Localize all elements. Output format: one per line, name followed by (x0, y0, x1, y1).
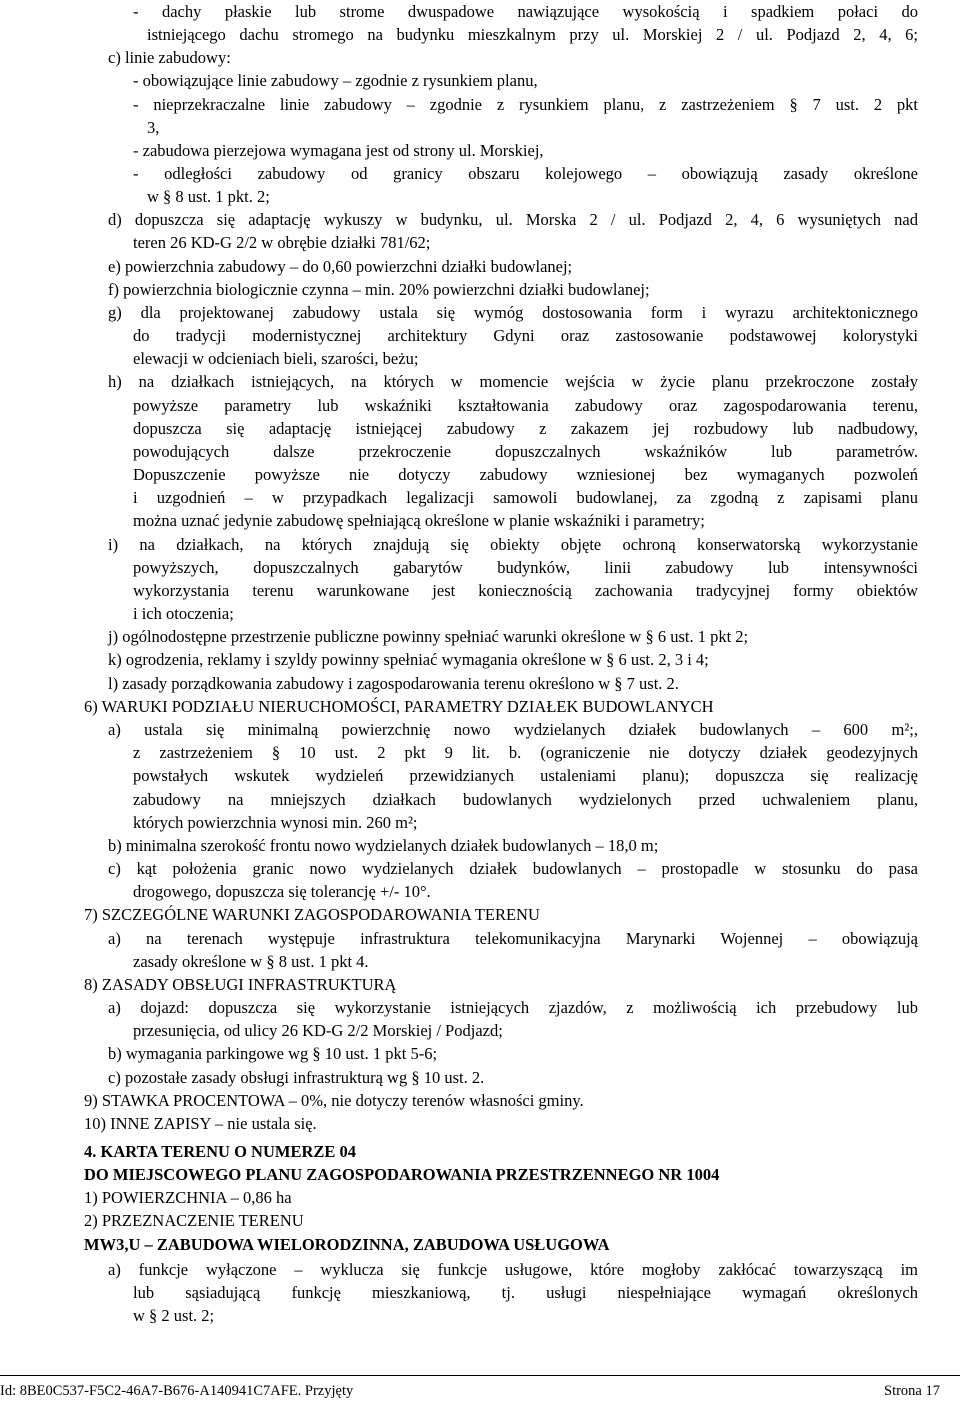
text-line: f) powierzchnia biologicznie czynna – min. 20% powierzchni działki budowlanej; (108, 280, 650, 299)
text-line: można uznać jedynie zabudowę spełniającą określone w planie wskaźniki i parametry; (133, 511, 705, 530)
text-line: e) powierzchnia zabudowy – do 0,60 powierzchni działki budowlanej; (108, 257, 573, 276)
text-line: MW3,U – ZABUDOWA WIELORODZINNA, ZABUDOWA USŁUGOWA (84, 1235, 610, 1254)
text-line: powyższe parametry lub wskaźniki kształtowania zabudowy oraz zagospodarowania terenu, (133, 396, 918, 415)
text-line: powstałych wskutek wydzieleń przewidzianych ustaleniami planu); dopuszcza się realizację (133, 766, 918, 785)
text-line: teren 26 KD-G 2/2 w obrębie działki 781/62; (133, 233, 431, 252)
text-line: z zastrzeżeniem § 10 ust. 2 pkt 9 lit. b. (ograniczenie nie dotyczy działek geodezyjnych (133, 743, 918, 762)
text-line: g) dla projektowanej zabudowy ustala się wymóg dostosowania form i wyrazu architektonicznego (108, 303, 918, 322)
text-line: powodujących dalsze przekroczenie dopuszczalnych wskaźników lub parametrów. (133, 442, 918, 461)
footer-document-id: Id: 8BE0C537-F5C2-46A7-B676-A140941C7AFE. Przyjęty (0, 1383, 354, 1399)
text-line: w § 2 ust. 2; (133, 1306, 215, 1325)
text-line: - zabudowa pierzejowa wymagana jest od strony ul. Morskiej, (133, 141, 544, 160)
text-line: Dopuszczenie powyższe nie dotyczy zabudowy wzniesionej bez wymaganych pozwoleń (133, 465, 918, 484)
text-line: i) na działkach, na których znajdują się obiekty objęte ochroną konserwatorską wykorzystanie (108, 535, 918, 554)
footer-page-number: Strona 17 (884, 1383, 940, 1399)
text-line: istniejącego dachu stromego na budynku mieszkalnym przy ul. Morskiej 2 / ul. Podjazd 2, 4, 6; (147, 25, 918, 44)
text-line: w § 8 ust. 1 pkt. 2; (147, 187, 270, 206)
text-line: 4. KARTA TERENU O NUMERZE 04 (84, 1142, 357, 1161)
text-line: 3, (147, 118, 160, 137)
text-line: których powierzchnia wynosi min. 260 m²; (133, 813, 418, 832)
text-line: DO MIEJSCOWEGO PLANU ZAGOSPODAROWANIA PRZESTRZENNEGO NR 1004 (84, 1165, 720, 1184)
text-line: zasady określone w § 8 ust. 1 pkt 4. (133, 952, 369, 971)
text-line: i uzgodnień – w przypadkach legalizacji samowoli budowlanej, za zgodną z zapisami planu (133, 488, 918, 507)
text-line: - odległości zabudowy od granicy obszaru kolejowego – obowiązują zasady określone (133, 164, 918, 183)
text-line: przesunięcia, od ulicy 26 KD-G 2/2 Morskiej / Podjazd; (133, 1021, 503, 1040)
text-line: dopuszcza się adaptację istniejącej zabudowy z zakazem jej rozbudowy lub nadbudowy, (133, 419, 918, 438)
text-line: a) funkcje wyłączone – wyklucza się funkcje usługowe, które mogłoby zakłócać towarzyszącą im (108, 1260, 918, 1279)
text-line: b) minimalna szerokość frontu nowo wydzielanych działek budowlanych – 18,0 m; (108, 836, 659, 855)
text-line: wykorzystania terenu warunkowane jest koniecznością zachowania tradycyjnej formy obiektów (133, 581, 918, 600)
text-line: 9) STAWKA PROCENTOWA – 0%, nie dotyczy terenów własności gminy. (84, 1091, 584, 1110)
text-line: - obowiązujące linie zabudowy – zgodnie z rysunkiem planu, (133, 71, 538, 90)
text-line: 7) SZCZEGÓLNE WARUNKI ZAGOSPODAROWANIA TERENU (84, 905, 540, 924)
text-line: 10) INNE ZAPISY – nie ustala się. (84, 1114, 317, 1133)
text-line: 6) WARUKI PODZIAŁU NIERUCHOMOŚCI, PARAMETRY DZIAŁEK BUDOWLANYCH (84, 697, 714, 716)
text-line: j) ogólnodostępne przestrzenie publiczne powinny spełniać warunki określone w § 6 ust. 1 pkt 2; (108, 627, 749, 646)
text-line: lub sąsiadującą funkcję mieszkaniową, tj. usługi niespełniające wymagań określonych (133, 1283, 918, 1302)
text-line: zabudowy na mniejszych działkach budowlanych wydzielonych przed uchwaleniem planu, (133, 790, 918, 809)
text-line: a) na terenach występuje infrastruktura telekomunikacyjna Marynarki Wojennej – obowiązują (108, 929, 918, 948)
text-line: 1) POWIERZCHNIA – 0,86 ha (84, 1188, 292, 1207)
text-line: h) na działkach istniejących, na których w momencie wejścia w życie planu przekroczone zostały (108, 372, 918, 391)
text-line: do tradycji modernistycznej architektury Gdyni oraz zastosowanie podstawowej kolorystyki (133, 326, 918, 345)
text-line: c) kąt położenia granic nowo wydzielanych działek budowlanych – prostopadle w stosunku do pasa (108, 859, 918, 878)
text-line: b) wymagania parkingowe wg § 10 ust. 1 pkt 5-6; (108, 1044, 438, 1063)
text-line: - dachy płaskie lub strome dwuspadowe nawiązujące wysokością i spadkiem połaci do (133, 2, 918, 21)
text-line: - nieprzekraczalne linie zabudowy – zgodnie z rysunkiem planu, z zastrzeżeniem § 7 ust. 2 pkt (133, 95, 918, 114)
text-line: l) zasady porządkowania zabudowy i zagospodarowania terenu określono w § 7 ust. 2. (108, 674, 679, 693)
text-line: i ich otoczenia; (133, 604, 234, 623)
text-line: powyższych, dopuszczalnych gabarytów budynków, linii zabudowy lub intensywności (133, 558, 918, 577)
text-line: 8) ZASADY OBSŁUGI INFRASTRUKTURĄ (84, 975, 397, 994)
text-line: elewacji w odcieniach bieli, szarości, beżu; (133, 349, 419, 368)
text-line: a) dojazd: dopuszcza się wykorzystanie istniejących zjazdów, z możliwością ich przebudowy lub (108, 998, 918, 1017)
text-line: c) linie zabudowy: (108, 48, 231, 67)
text-line: k) ogrodzenia, reklamy i szyldy powinny spełniać wymagania określone w § 6 ust. 2, 3 i 4; (108, 650, 709, 669)
text-line: d) dopuszcza się adaptację wykuszy w budynku, ul. Morska 2 / ul. Podjazd 2, 4, 6 wysuniętych nad (108, 210, 918, 229)
text-line: a) ustala się minimalną powierzchnię nowo wydzielanych działek budowlanych – 600 m²;, (108, 720, 918, 739)
footer-divider (0, 1375, 960, 1376)
text-line: c) pozostałe zasady obsługi infrastrukturą wg § 10 ust. 2. (108, 1068, 485, 1087)
text-line: 2) PRZEZNACZENIE TERENU (84, 1211, 304, 1230)
text-line: drogowego, dopuszcza się tolerancję +/- 10°. (133, 882, 431, 901)
